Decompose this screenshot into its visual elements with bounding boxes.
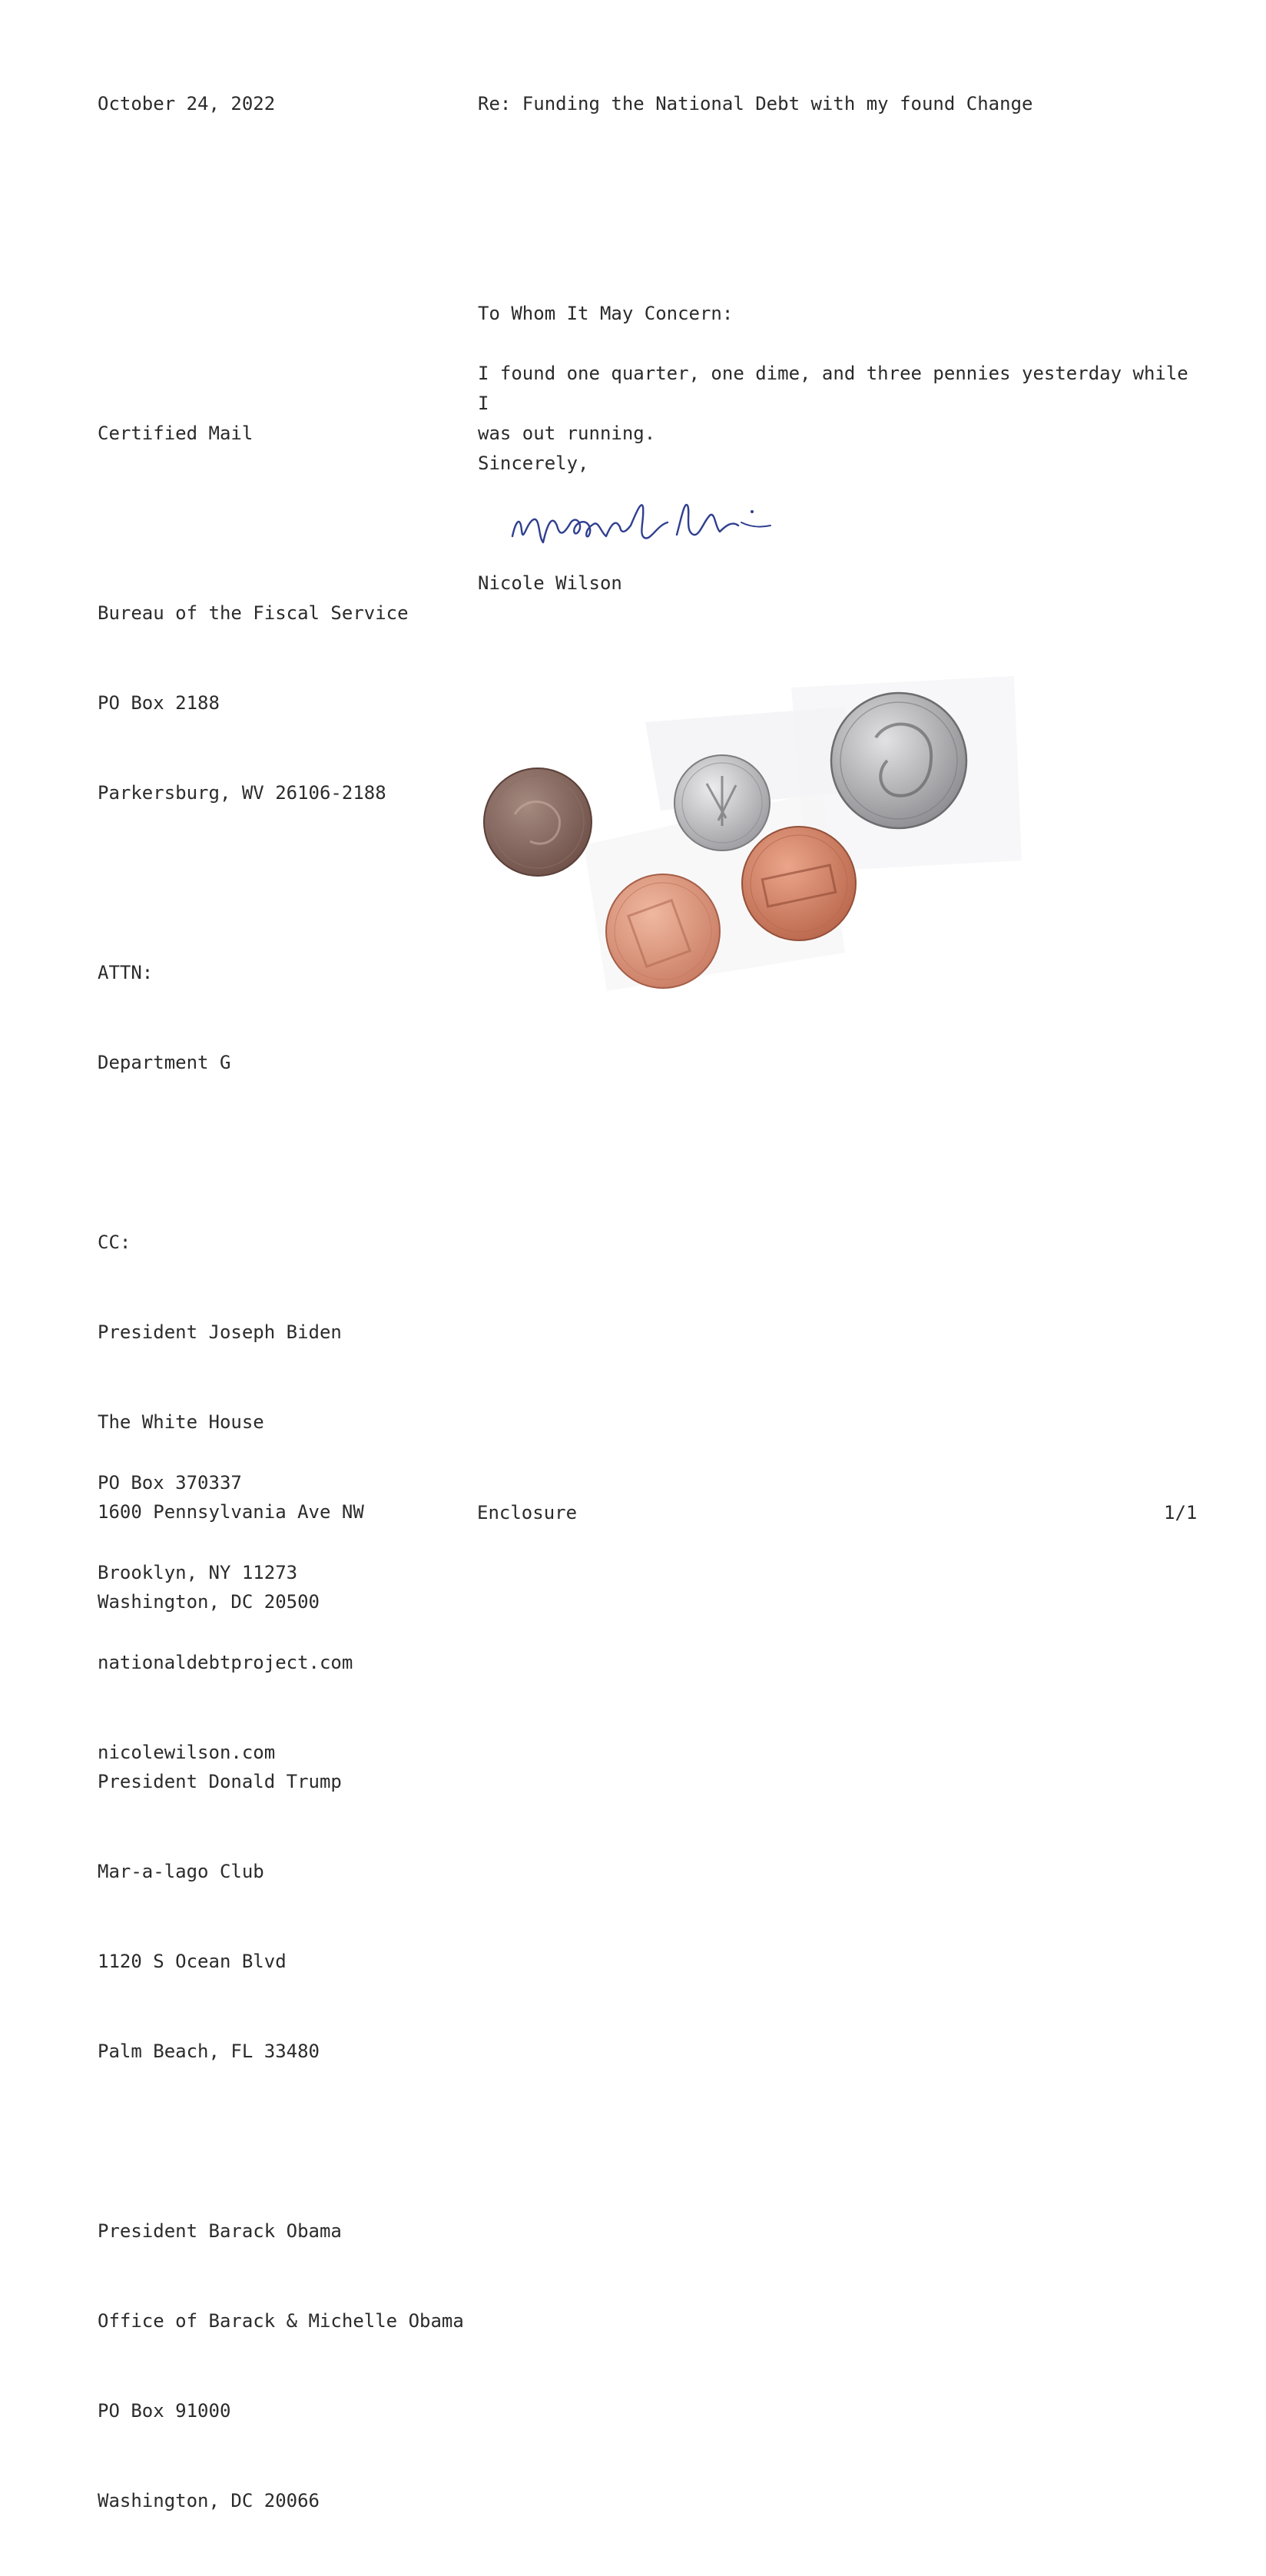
signature	[503, 492, 780, 561]
cc-name: President Donald Trump	[98, 1771, 342, 1792]
cc-name: President Joseph Biden	[98, 1321, 342, 1343]
penny-coin	[742, 827, 856, 940]
attn-dept: Department G	[98, 1052, 231, 1073]
body-line: I found one quarter, one dime, and three pennies yesterday while I	[478, 363, 1188, 414]
letter-date: October 24, 2022	[98, 93, 276, 114]
sender-city: Brooklyn, NY 11273	[98, 1562, 298, 1583]
sender-website: nicolewilson.com	[98, 1742, 276, 1763]
recipient-city: Parkersburg, WV 26106-2188	[98, 782, 386, 804]
attn-label: ATTN:	[98, 962, 154, 983]
enclosed-coins	[461, 653, 1029, 1022]
cc-address-line: Mar-a-lago Club	[98, 1861, 264, 1882]
cc-name: President Barack Obama	[98, 2220, 342, 2242]
sender-box: PO Box 370337	[98, 1472, 242, 1494]
penny-coin	[484, 768, 592, 876]
cc-address-line: Office of Barack & Michelle Obama	[98, 2310, 464, 2332]
closing: Sincerely,	[478, 453, 589, 474]
enclosure-note: Enclosure	[477, 1502, 578, 1523]
cc-address-line: Palm Beach, FL 33480	[98, 2041, 320, 2062]
delivery-method: Certified Mail	[98, 423, 254, 444]
quarter-coin	[831, 693, 966, 828]
letter-subject: Re: Funding the National Debt with my found Change	[478, 93, 1033, 114]
cc-address-line: Washington, DC 20500	[98, 1591, 320, 1613]
cc-address-line: 1120 S Ocean Blvd	[98, 1951, 287, 1972]
recipient-org: Bureau of the Fiscal Service	[98, 602, 409, 624]
salutation: To Whom It May Concern:	[478, 303, 734, 324]
letter-body	[478, 359, 1192, 449]
dime-coin	[674, 755, 770, 850]
recipient-box: PO Box 2188	[98, 692, 220, 714]
penny-coin	[606, 874, 720, 988]
signer-name: Nicole Wilson	[478, 572, 622, 594]
sender-website: nationaldebtproject.com	[98, 1652, 353, 1673]
cc-address-line: 1600 Pennsylvania Ave NW	[98, 1501, 364, 1523]
cc-address-line: The White House	[98, 1411, 264, 1433]
page-number: 1/1	[1164, 1502, 1198, 1523]
cc-address-line: PO Box 91000	[98, 2400, 231, 2422]
body-line: was out running.	[478, 423, 656, 444]
sender-address	[98, 1408, 353, 1828]
cc-address-line: Washington, DC 20066	[98, 2490, 320, 2511]
cc-label: CC:	[98, 1232, 131, 1253]
